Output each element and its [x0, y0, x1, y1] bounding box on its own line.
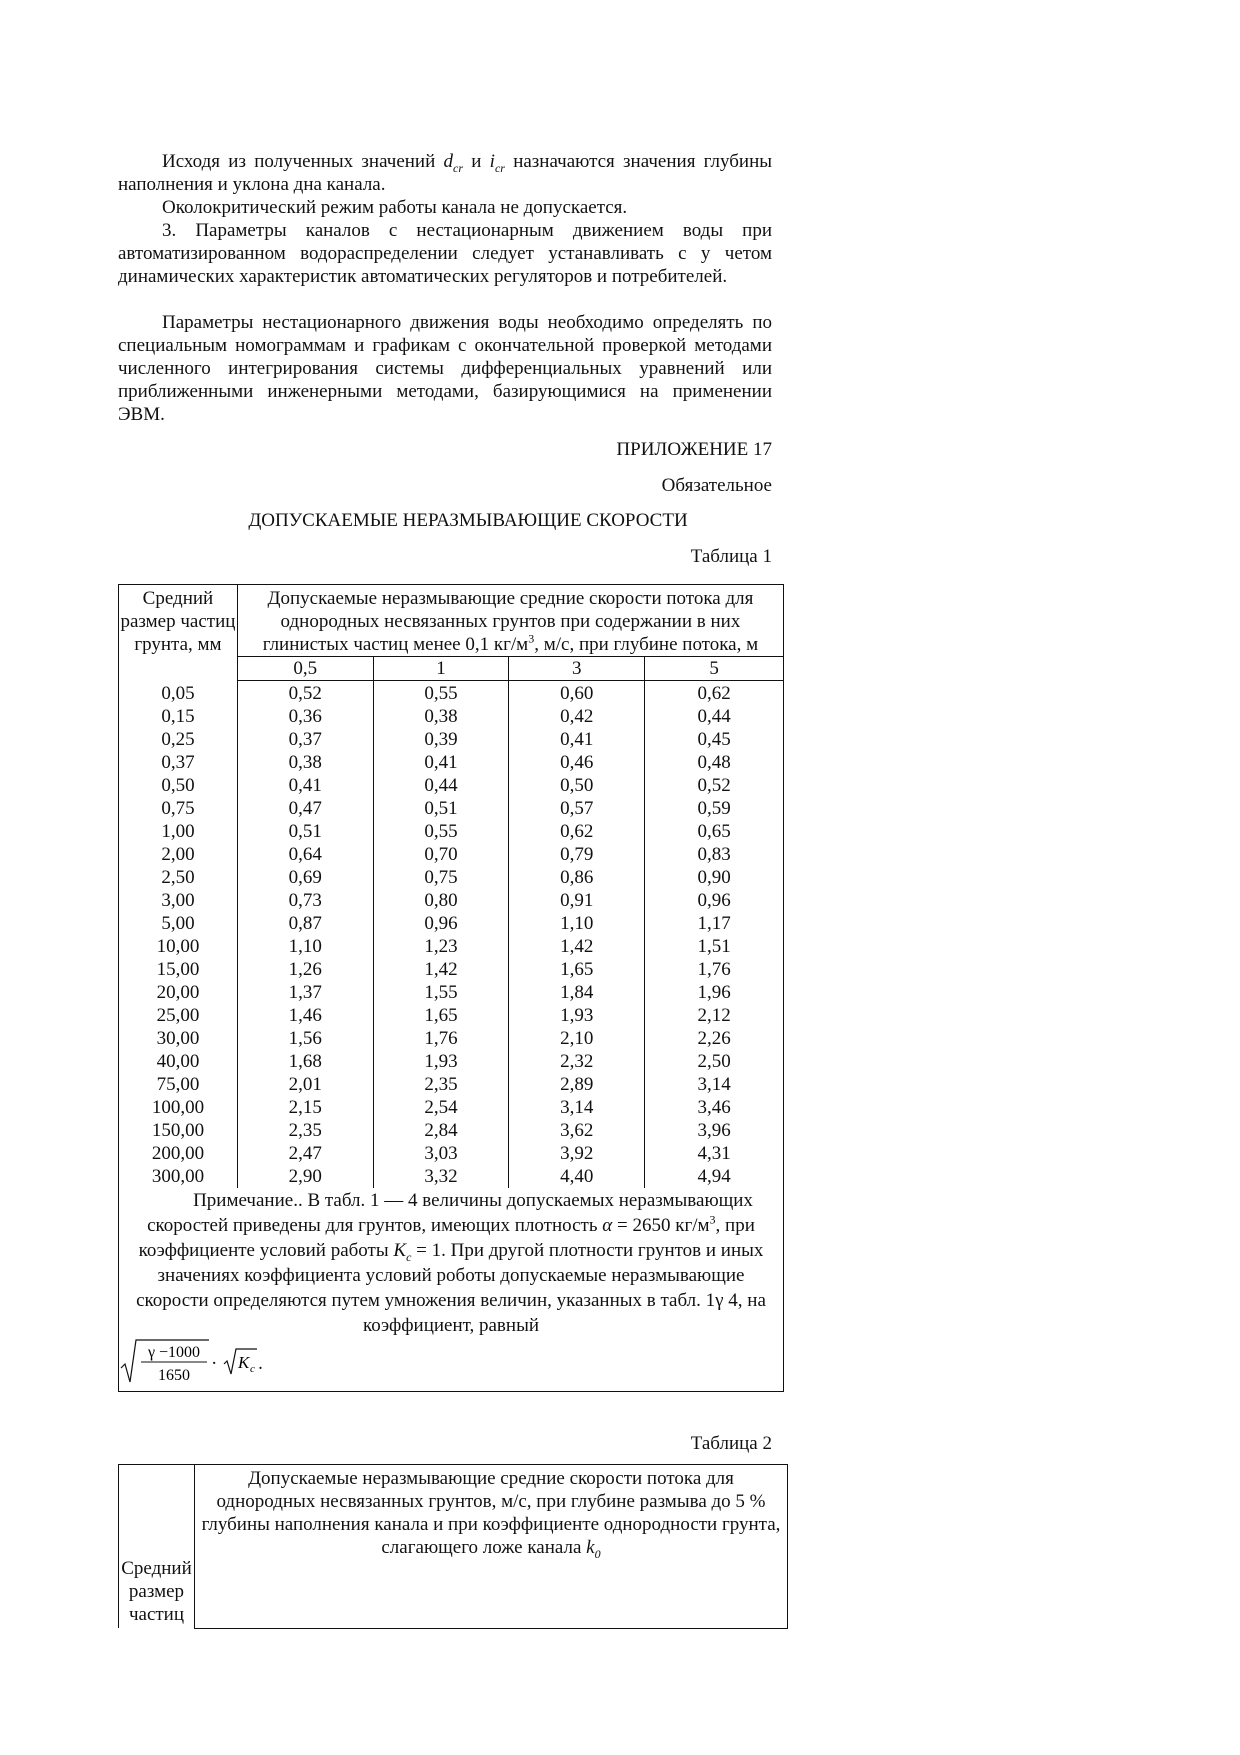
sqrt-kc: [222, 1346, 258, 1383]
table1-col0-header: Средний размер частиц грунта, мм: [120, 588, 236, 655]
velocity-cell: 0,64: [237, 843, 373, 866]
velocity-cell: 0,62: [645, 681, 784, 706]
velocity-cell: 2,12: [645, 1004, 784, 1027]
velocity-cell: 1,76: [373, 1027, 509, 1050]
particle-size-cell: 40,00: [156, 1051, 200, 1072]
velocity-cell: 2,10: [509, 1027, 645, 1050]
velocity-cell: 2,54: [373, 1096, 509, 1119]
velocity-cell: 0,96: [373, 912, 509, 935]
table-row: [119, 1004, 784, 1027]
velocity-cell: 0,41: [509, 728, 645, 751]
velocity-cell: 4,31: [645, 1142, 784, 1165]
velocity-cell: 3,46: [645, 1096, 784, 1119]
particle-size-cell: 25,00: [156, 1005, 200, 1026]
velocity-cell: 1,23: [373, 935, 509, 958]
velocity-cell: 0,75: [373, 866, 509, 889]
velocity-cell: 2,47: [237, 1142, 373, 1165]
velocity-cell: 2,32: [509, 1050, 645, 1073]
velocity-cell: 0,45: [645, 728, 784, 751]
velocity-cell: 0,50: [509, 774, 645, 797]
table-row: [119, 705, 784, 728]
table1-caption: Таблица 1: [690, 546, 772, 567]
velocity-cell: 1,42: [509, 935, 645, 958]
velocity-cell: 0,46: [509, 751, 645, 774]
velocity-cell: 2,35: [237, 1119, 373, 1142]
velocity-cell: 0,52: [645, 774, 784, 797]
paragraph-4: Параметры нестационарного движения воды необходимо определять по специальным номограммам и графикам с окончательной проверкой методами численного интегрирования системы дифференциальных уравнений или приближенными инженерными методами, базирующимися на применении ЭВМ.: [118, 312, 772, 425]
velocity-cell: 3,03: [373, 1142, 509, 1165]
table-row: [119, 1119, 784, 1142]
table-row: [119, 981, 784, 1004]
table-row: [119, 866, 784, 889]
table-row: [119, 681, 784, 706]
table-row: [119, 912, 784, 935]
depth-header: 1: [373, 657, 509, 681]
particle-size-cell: 10,00: [156, 936, 200, 957]
velocity-cell: 1,10: [509, 912, 645, 935]
velocity-cell: 2,26: [645, 1027, 784, 1050]
particle-size-cell: 0,15: [161, 706, 195, 727]
velocity-cell: 1,10: [237, 935, 373, 958]
table-row: [119, 1165, 784, 1188]
velocity-cell: 3,32: [373, 1165, 509, 1188]
velocity-cell: 3,14: [509, 1096, 645, 1119]
velocity-cell: 0,37: [237, 728, 373, 751]
velocity-cell: 0,36: [237, 705, 373, 728]
velocity-cell: 0,79: [509, 843, 645, 866]
velocity-cell: 1,56: [237, 1027, 373, 1050]
velocity-cell: 0,59: [645, 797, 784, 820]
table-row: [119, 1027, 784, 1050]
velocity-table-1: [118, 584, 784, 1392]
velocity-cell: 1,17: [645, 912, 784, 935]
velocity-cell: 1,93: [509, 1004, 645, 1027]
velocity-cell: 2,84: [373, 1119, 509, 1142]
appendix-heading: ДОПУСКАЕМЫЕ НЕРАЗМЫВАЮЩИЕ СКОРОСТИ: [248, 510, 688, 531]
velocity-cell: 0,60: [509, 681, 645, 706]
particle-size-cell: 0,75: [161, 798, 195, 819]
paragraph-2: Околокритический режим работы канала не допускается.: [162, 197, 628, 218]
velocity-cell: 0,90: [645, 866, 784, 889]
table-row: [119, 935, 784, 958]
velocity-cell: 0,70: [373, 843, 509, 866]
paragraph-1: Исходя из полученных значений $d_{cr}$ и $i_{cr}$ назначаются значения глубины наполнения и уклона дна канала.: [118, 151, 773, 195]
appendix-title: ПРИЛОЖЕНИЕ 17: [616, 439, 772, 460]
particle-size-cell: 2,50: [161, 867, 195, 888]
velocity-cell: 3,92: [509, 1142, 645, 1165]
velocity-cell: 1,26: [237, 958, 373, 981]
particle-size-cell: 5,00: [161, 913, 195, 934]
particle-size-cell: 300,00: [151, 1166, 205, 1187]
depth-header: 3: [509, 657, 645, 681]
velocity-cell: 0,69: [237, 866, 373, 889]
particle-size-cell: 75,00: [156, 1074, 200, 1095]
velocity-cell: 0,96: [645, 889, 784, 912]
velocity-cell: 0,87: [237, 912, 373, 935]
particle-size-cell: 150,00: [151, 1120, 205, 1141]
velocity-cell: 0,44: [373, 774, 509, 797]
table-row: [119, 751, 784, 774]
velocity-cell: 0,65: [645, 820, 784, 843]
velocity-cell: 1,55: [373, 981, 509, 1004]
particle-size-cell: 200,00: [151, 1143, 205, 1164]
velocity-cell: 1,46: [237, 1004, 373, 1027]
velocity-cell: 1,76: [645, 958, 784, 981]
particle-size-cell: 0,25: [161, 729, 195, 750]
velocity-cell: 0,42: [509, 705, 645, 728]
velocity-cell: 4,94: [645, 1165, 784, 1188]
velocity-cell: 2,01: [237, 1073, 373, 1096]
appendix-status: Обязательное: [661, 475, 772, 496]
velocity-cell: 0,83: [645, 843, 784, 866]
velocity-cell: 2,35: [373, 1073, 509, 1096]
table-row: [119, 1073, 784, 1096]
coefficient-formula: [119, 1338, 211, 1391]
fraction-denominator: 1650: [158, 1367, 190, 1384]
velocity-cell: 1,65: [373, 1004, 509, 1027]
velocity-cell: 0,48: [645, 751, 784, 774]
particle-size-cell: 30,00: [156, 1028, 200, 1049]
particle-size-cell: 20,00: [156, 982, 200, 1003]
velocity-cell: 1,37: [237, 981, 373, 1004]
velocity-cell: 0,62: [509, 820, 645, 843]
svg-text:K: K: [238, 1353, 250, 1372]
velocity-cell: 0,39: [373, 728, 509, 751]
table-row: [119, 820, 784, 843]
depth-header: 0,5: [237, 657, 373, 681]
velocity-cell: 0,41: [373, 751, 509, 774]
velocity-cell: 0,51: [237, 820, 373, 843]
fraction-numerator: γ −1000: [147, 1344, 201, 1361]
velocity-table-2: [118, 1464, 788, 1629]
particle-size-cell: 1,00: [161, 821, 195, 842]
table2-group-header: Допускаемые неразмывающие средние скорости потока для однородных несвязанных грунтов, м/с, при глубине размыва до 5 % глубины наполнения канала и при коэффициенте однородности грунта, слагающего ложе канала $k_0$: [194, 1465, 787, 1629]
particle-size-cell: 3,00: [161, 890, 195, 911]
velocity-cell: 0,80: [373, 889, 509, 912]
table-row: [119, 889, 784, 912]
depth-header: 5: [645, 657, 784, 681]
table-row: [119, 1096, 784, 1119]
velocity-cell: 2,89: [509, 1073, 645, 1096]
velocity-cell: 0,57: [509, 797, 645, 820]
velocity-cell: 1,51: [645, 935, 784, 958]
velocity-cell: 0,73: [237, 889, 373, 912]
table2-caption: Таблица 2: [690, 1433, 772, 1454]
velocity-cell: 1,65: [509, 958, 645, 981]
particle-size-cell: 0,50: [161, 775, 195, 796]
velocity-cell: 1,93: [373, 1050, 509, 1073]
velocity-cell: 0,55: [373, 820, 509, 843]
velocity-cell: 0,52: [237, 681, 373, 706]
velocity-cell: 4,40: [509, 1165, 645, 1188]
particle-size-cell: 0,37: [161, 752, 195, 773]
velocity-cell: 0,38: [237, 751, 373, 774]
sqrt-kc-graphic: [222, 1346, 258, 1376]
velocity-cell: 3,14: [645, 1073, 784, 1096]
velocity-cell: 3,62: [509, 1119, 645, 1142]
velocity-cell: 0,86: [509, 866, 645, 889]
velocity-cell: 2,50: [645, 1050, 784, 1073]
velocity-cell: 2,90: [237, 1165, 373, 1188]
table-row: [119, 958, 784, 981]
velocity-cell: 0,44: [645, 705, 784, 728]
velocity-cell: 1,84: [509, 981, 645, 1004]
velocity-cell: 1,96: [645, 981, 784, 1004]
table1-group-header: Допускаемые неразмывающие средние скорости потока для однородных несвязанных грунтов при содержании в них глинистых частиц менее 0,1 $кг/м^3$, м/с, при глубине потока, м: [237, 585, 783, 657]
velocity-cell: 1,68: [237, 1050, 373, 1073]
velocity-cell: 0,51: [373, 797, 509, 820]
table-row: [119, 843, 784, 866]
particle-size-cell: 15,00: [156, 959, 200, 980]
particle-size-cell: 100,00: [151, 1097, 205, 1118]
velocity-cell: 0,91: [509, 889, 645, 912]
table-row: [119, 797, 784, 820]
table-row: [119, 1142, 784, 1165]
velocity-cell: 0,55: [373, 681, 509, 706]
svg-text:c: c: [250, 1363, 255, 1375]
particle-size-cell: 2,00: [161, 844, 195, 865]
table2-col0-header: Средний размер частиц: [119, 1465, 195, 1629]
table1-note: Примечание.. В табл. 1 — 4 величины допускаемых неразмывающих скоростей приведены для грунтов, имеющих плотность α = 2650 $кг/м^3$, при коэффициенте условий работы $K_c = 1$. При другой плотности грунтов и иных значениях коэффициента условий роботы допускаемые неразмывающие скорости определяются путем умножения величин, указанных в табл. 1γ 4, на коэффициент, равный γ −1000 1650 · K c .: [119, 1188, 784, 1392]
velocity-cell: 0,47: [237, 797, 373, 820]
table-row: [119, 1050, 784, 1073]
table-row: [119, 728, 784, 751]
paragraph-3: 3. Параметры каналов с нестационарным движением воды при автоматизированном водораспределении следует устанавливать с у четом динамических характеристик автоматических регуляторов и потребителей.: [118, 220, 772, 287]
particle-size-cell: 0,05: [161, 682, 195, 704]
table-row: [119, 774, 784, 797]
sqrt-fraction-graphic: [119, 1338, 211, 1384]
velocity-cell: 1,42: [373, 958, 509, 981]
velocity-cell: 0,38: [373, 705, 509, 728]
velocity-cell: 2,15: [237, 1096, 373, 1119]
velocity-cell: 0,41: [237, 774, 373, 797]
velocity-cell: 3,96: [645, 1119, 784, 1142]
